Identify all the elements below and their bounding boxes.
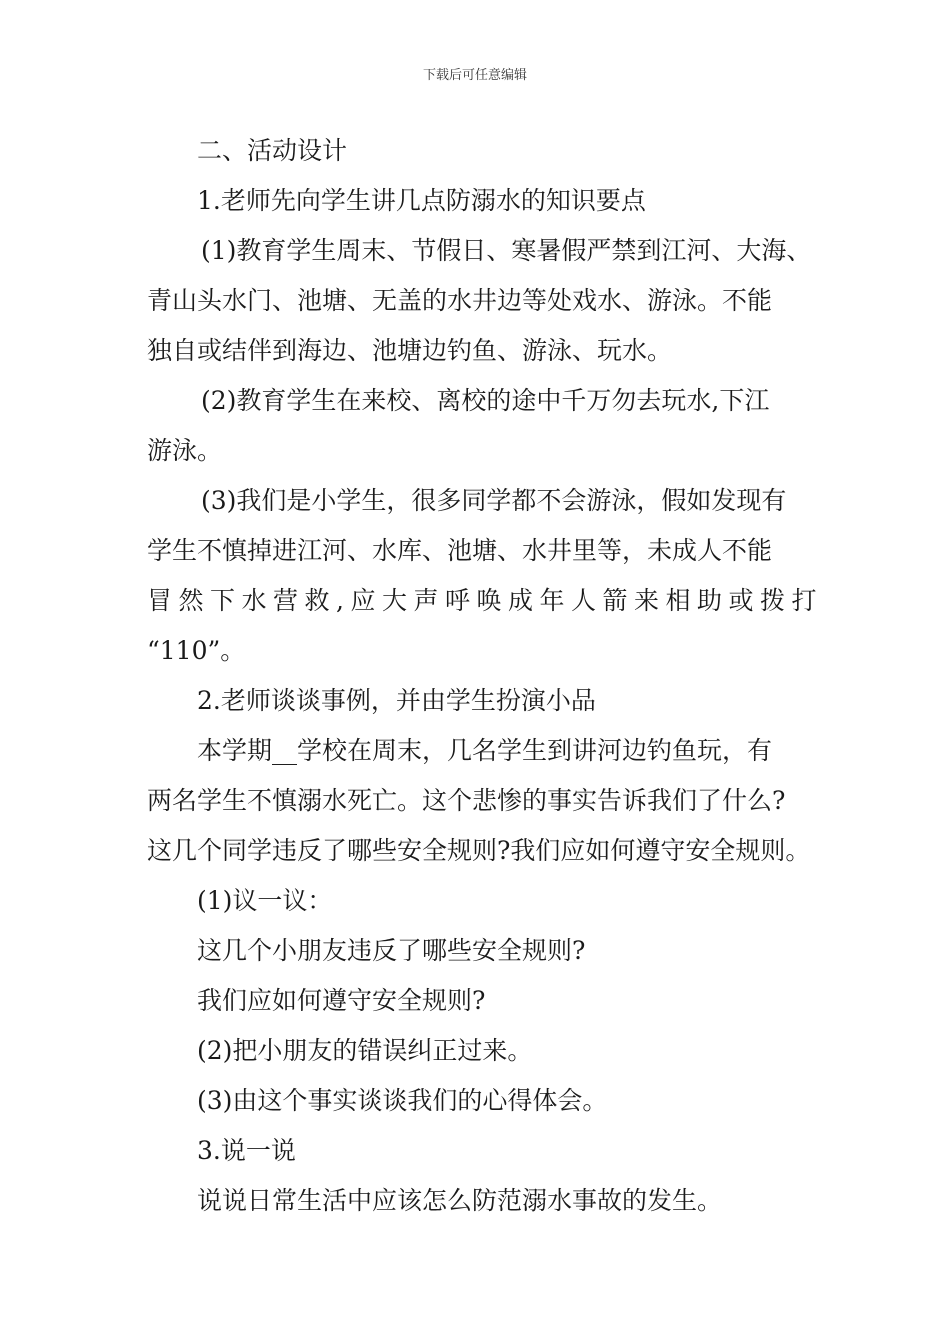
paragraph-line: (2)把小朋友的错误纠正过来。 — [197, 1036, 533, 1065]
document-body — [147, 126, 827, 1226]
paragraph-line: “110”。 — [147, 636, 246, 665]
paragraph-line: 本学期__学校在周末，几名学生到讲河边钓鱼玩，有 — [197, 736, 773, 765]
paragraph-line: 3.说一说 — [197, 1136, 296, 1165]
paragraph-line: (1)教育学生周末、节假日、寒暑假严禁到江河、大海、 — [201, 236, 812, 265]
paragraph-line: (2)教育学生在来校、离校的途中千万勿去玩水,下江 — [201, 386, 770, 415]
paragraph-line: 学生不慎掉进江河、水库、池塘、水井里等，未成人不能 — [147, 536, 773, 565]
paragraph-line: 我们应如何遵守安全规则? — [197, 986, 486, 1015]
paragraph-line: 青山头水门、池塘、无盖的水井边等处戏水、游泳。不能 — [147, 286, 773, 315]
paragraph-line: 这几个小朋友违反了哪些安全规则? — [197, 936, 586, 965]
paragraph-line: 说说日常生活中应该怎么防范溺水事故的发生。 — [197, 1186, 723, 1215]
paragraph-line: 冒然下水营救,应大声呼唤成年人箭来相助或拨打 — [147, 586, 823, 615]
paragraph-line: 两名学生不慎溺水死亡。这个悲惨的事实告诉我们了什么? — [147, 786, 786, 815]
paragraph-line: 这几个同学违反了哪些安全规则?我们应如何遵守安全规则。 — [147, 836, 811, 865]
paragraph-line: (3)由这个事实谈谈我们的心得体会。 — [197, 1086, 608, 1115]
section-heading: 二、活动设计 — [197, 136, 348, 165]
paragraph-line: 独自或结伴到海边、池塘边钓鱼、游泳、玩水。 — [147, 336, 673, 365]
page-header-note: 下载后可任意编辑 — [422, 68, 527, 83]
paragraph-line: (3)我们是小学生，很多同学都不会游泳，假如发现有 — [201, 486, 787, 515]
paragraph-line: (1)议一议： — [197, 886, 333, 915]
paragraph-line: 2.老师谈谈事例，并由学生扮演小品 — [197, 686, 596, 715]
paragraph-line: 1.老师先向学生讲几点防溺水的知识要点 — [197, 186, 646, 215]
paragraph-line: 游泳。 — [147, 436, 223, 465]
